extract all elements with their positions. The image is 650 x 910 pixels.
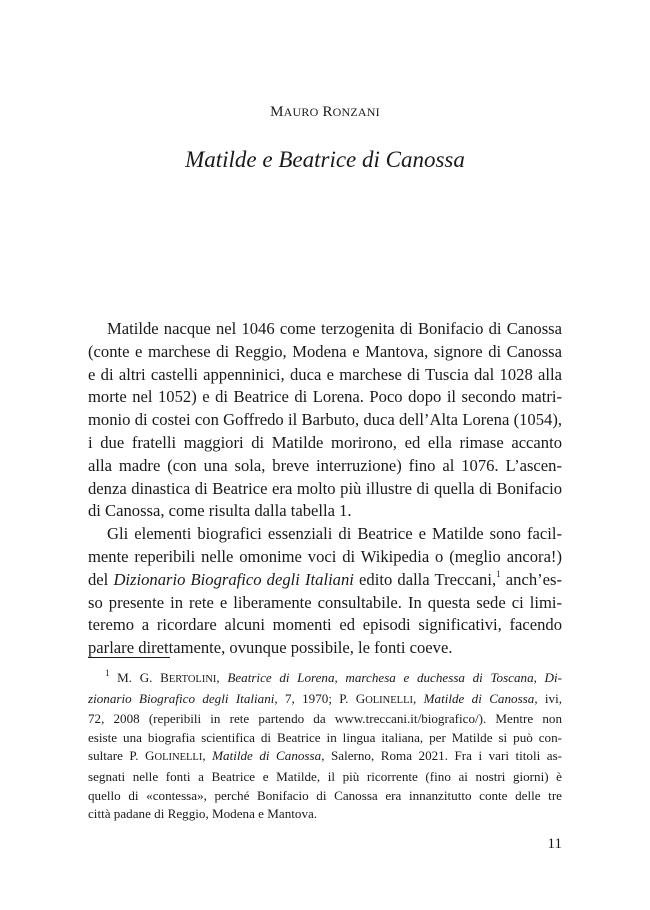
footnote xyxy=(88,669,562,824)
body-line: i due fratelli maggiori di Matilde morirono, ed ella rimase accanto xyxy=(88,432,562,452)
body-line: morte nel 1052) e di Beatrice di Lorena. Poco dopo il secondo matri- xyxy=(88,387,562,407)
body-line: denza dinastica di Beatrice era molto più illustre di quella di Bonifacio xyxy=(88,478,562,498)
chapter-title: Matilde e Beatrice di Canossa xyxy=(185,147,465,172)
body-line: Gli elementi biografici essenziali di Beatrice e Matilde sono facil- xyxy=(107,524,562,544)
footnote-marker: 1 xyxy=(105,667,110,678)
body-line: parlare direttamente, ovunque possibile, le fonti coeve. xyxy=(88,638,453,658)
body-line: Matilde nacque nel 1046 come terzogenita di Bonifacio di Canossa xyxy=(107,319,562,338)
main-text xyxy=(88,318,562,660)
body-line: mente reperibili nelle omonime voci di Wikipedia o (meglio ancora!) xyxy=(88,546,562,566)
body-line: alla madre (con una sola, breve interruzione) fino al 1076. L’ascen- xyxy=(88,455,562,475)
author-name: MAURO RONZANI xyxy=(270,104,380,120)
footnote-line: sultare P. GOLINELLI, Matilde di Canossa, Salerno, Roma 2021. Fra i vari titoli as- xyxy=(88,748,563,764)
footnote-line: segnati nelle fonti a Beatrice e Matilde, il più ricorrente (fino ai nostri giorni) è xyxy=(88,768,562,784)
body-line: teremo a ricordare alcuni momenti ed episodi significativi, facendo xyxy=(88,615,562,635)
body-line: so presente in rete e liberamente consultabile. In questa sede ci limi- xyxy=(88,592,562,612)
body-line: monio di costei con Goffredo il Barbuto, duca dell’Alta Lorena (1054), xyxy=(88,410,562,430)
footnote-line: 72, 2008 (reperibili in rete partendo da www.treccani.it/biografico/). Mentre non xyxy=(88,711,562,727)
body-line: e di altri castelli appenninici, duca e marchese di Tuscia dal 1028 alla xyxy=(88,364,562,384)
footnote-line: esiste una biografia scientifica di Beatrice in lingua italiana, per Matilde si può con- xyxy=(88,729,562,745)
footnote-ref[interactable]: 1 xyxy=(496,569,501,580)
body-line: (conte e marchese di Reggio, Modena e Mantova, signore di Canossa xyxy=(88,341,562,361)
footnote-line: città padane di Reggio, Modena e Mantova. xyxy=(88,806,318,822)
footnote-line: zionario Biografico degli Italiani, 7, 1970; P. GOLINELLI, Matilde di Canossa, ivi, xyxy=(88,690,563,706)
body-line: del Dizionario Biografico degli Italiani edito dalla Treccani,$^1$ anch’es- xyxy=(88,569,562,589)
journal-title-italic: Dizionario Biografico degli Italiani xyxy=(113,569,354,589)
body-line: di Canossa, come risulta dalla tabella 1. xyxy=(88,501,352,521)
footnote-separator xyxy=(88,657,170,658)
footnote-line: $^1$ M. G. BERTOLINI, Beatrice di Lorena, marchesa e duchessa di Toscana, Di- xyxy=(105,667,563,685)
footnote-line: quello di «contessa», perché Bonifacio di Canossa era innanzitutto conte delle tre xyxy=(88,787,562,803)
page-number: 11 xyxy=(547,836,562,852)
